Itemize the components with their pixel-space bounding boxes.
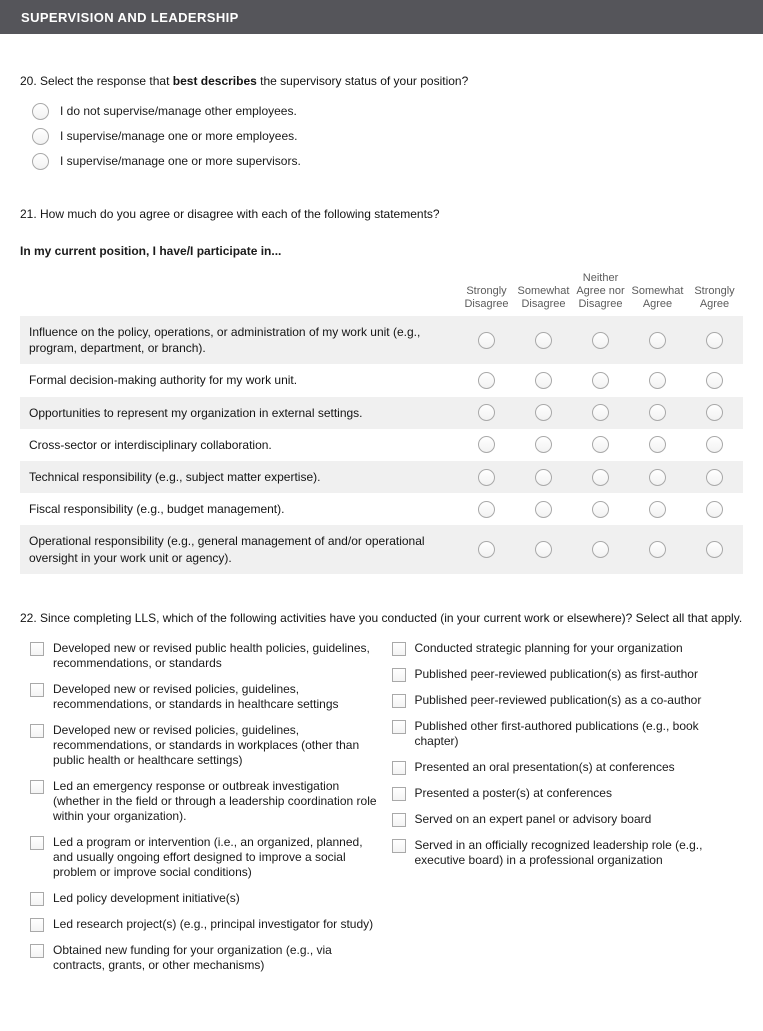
matrix-cell	[458, 332, 515, 349]
checkbox-label[interactable]: Led research project(s) (e.g., principal investigator for study)	[53, 917, 374, 932]
matrix-radio-button[interactable]	[478, 372, 495, 389]
checkbox-option[interactable]	[392, 786, 744, 801]
matrix-radio-button[interactable]	[535, 541, 552, 558]
matrix-cell	[515, 469, 572, 486]
matrix-cell	[686, 501, 743, 518]
matrix-cell	[686, 469, 743, 486]
checkbox[interactable]	[392, 694, 406, 708]
radio-option-label[interactable]: I do not supervise/manage other employees.	[60, 104, 297, 119]
checkbox-label[interactable]: Developed new or revised policies, guidelines, recommendations, or standards in workplaces (other than public health or healthcare settings)	[53, 723, 360, 768]
checkbox[interactable]	[392, 668, 406, 682]
matrix-cell	[629, 404, 686, 421]
matrix-cell	[458, 404, 515, 421]
matrix-cell	[572, 404, 629, 421]
matrix-cell	[629, 501, 686, 518]
matrix-radio-button[interactable]	[649, 404, 666, 421]
checkbox-label[interactable]: Served in an officially recognized leadership role (e.g., executive board) in a professional organization	[414, 838, 703, 868]
matrix-radio-button[interactable]	[535, 332, 552, 349]
question-22-options	[30, 641, 743, 984]
matrix-radio-button[interactable]	[592, 469, 609, 486]
matrix-cell	[458, 501, 515, 518]
checkbox-option[interactable]	[30, 917, 382, 932]
matrix-cell	[572, 332, 629, 349]
matrix-header-row	[20, 272, 743, 316]
checkbox-option[interactable]	[30, 835, 382, 880]
matrix-radio-button[interactable]	[535, 372, 552, 389]
checkbox-option[interactable]	[392, 760, 744, 775]
checkbox[interactable]	[30, 892, 44, 906]
matrix-radio-button[interactable]	[706, 372, 723, 389]
matrix-header-spacer	[20, 295, 458, 311]
checkbox-label[interactable]: Presented an oral presentation(s) at conferences	[414, 760, 675, 775]
matrix-radio-button[interactable]	[535, 436, 552, 453]
matrix-radio-button[interactable]	[706, 501, 723, 518]
checkbox-column-left	[30, 641, 382, 984]
matrix-cell	[515, 541, 572, 558]
checkbox[interactable]	[30, 724, 44, 738]
matrix-row	[20, 316, 743, 364]
checkbox[interactable]	[392, 839, 406, 853]
question-21-subtext: In my current position, I have/I participate in...	[20, 244, 282, 259]
matrix-cell	[458, 541, 515, 558]
question-21-text: 21. How much do you agree or disagree with each of the following statements?	[20, 206, 440, 221]
checkbox[interactable]	[30, 918, 44, 932]
matrix-radio-button[interactable]	[478, 541, 495, 558]
question-21	[20, 207, 743, 574]
checkbox-option[interactable]	[30, 779, 382, 824]
checkbox-label[interactable]: Served on an expert panel or advisory board	[414, 812, 652, 827]
matrix-radio-button[interactable]	[592, 372, 609, 389]
matrix-cell	[572, 469, 629, 486]
checkbox-label[interactable]: Developed new or revised public health policies, guidelines, recommendations, or standards	[53, 641, 370, 671]
checkbox-label[interactable]: Published peer-reviewed publication(s) as first-author	[414, 667, 698, 682]
checkbox-option[interactable]	[30, 943, 382, 973]
matrix-cell	[458, 469, 515, 486]
question-20-text-suffix: the supervisory status of your position?	[256, 74, 469, 88]
matrix-row-label: Influence on the policy, operations, or administration of my work unit (e.g., program, department, or branch).	[29, 325, 421, 356]
matrix-row	[20, 364, 743, 396]
matrix-cell	[686, 332, 743, 349]
matrix-cell	[572, 541, 629, 558]
matrix-cell	[686, 541, 743, 558]
matrix-radio-button[interactable]	[649, 469, 666, 486]
radio-button[interactable]	[32, 153, 49, 170]
matrix-row-label: Formal decision-making authority for my work unit.	[29, 373, 298, 388]
checkbox-label[interactable]: Conducted strategic planning for your organization	[414, 641, 683, 656]
matrix-cell	[686, 404, 743, 421]
matrix-cell	[572, 436, 629, 453]
question-20-text-bold: best describes	[172, 74, 257, 88]
matrix-radio-button[interactable]	[478, 469, 495, 486]
matrix-radio-button[interactable]	[592, 541, 609, 558]
radio-option-label[interactable]: I supervise/manage one or more employees.	[60, 129, 298, 144]
radio-option[interactable]	[32, 128, 743, 145]
checkbox[interactable]	[30, 642, 44, 656]
checkbox[interactable]	[392, 642, 406, 656]
matrix-radio-button[interactable]	[592, 436, 609, 453]
matrix-column-header: Somewhat Disagree	[517, 285, 570, 311]
question-20	[20, 74, 743, 170]
question-20-text	[20, 74, 743, 90]
matrix-row-label: Cross-sector or interdisciplinary collaboration.	[29, 437, 272, 452]
checkbox-option[interactable]	[30, 641, 382, 671]
checkbox[interactable]	[30, 836, 44, 850]
matrix-cell	[686, 372, 743, 389]
matrix-cell	[515, 332, 572, 349]
checkbox-label[interactable]: Led policy development initiative(s)	[53, 891, 240, 906]
checkbox[interactable]	[392, 720, 406, 734]
matrix-radio-button[interactable]	[592, 332, 609, 349]
matrix-row	[20, 429, 743, 461]
question-22-text: 22. Since completing LLS, which of the following activities have you conducted (in your current work or elsewhere)? Select all that apply.	[20, 610, 743, 625]
checkbox-label[interactable]: Led a program or intervention (i.e., an organized, planned, and usually ongoing effort designed to improve a social problem or improve social conditions)	[53, 835, 363, 880]
matrix-row-label: Opportunities to represent my organization in external settings.	[29, 405, 363, 420]
radio-option-label[interactable]: I supervise/manage one or more supervisors.	[60, 154, 301, 169]
matrix-cell	[629, 469, 686, 486]
question-20-text-prefix: 20. Select the response that	[20, 74, 173, 88]
matrix-cell	[515, 404, 572, 421]
checkbox-option[interactable]	[392, 812, 744, 827]
checkbox-label[interactable]: Developed new or revised policies, guidelines, recommendations, or standards in healthcare settings	[53, 682, 339, 712]
matrix-cell	[458, 372, 515, 389]
matrix-radio-button[interactable]	[535, 404, 552, 421]
radio-button[interactable]	[32, 128, 49, 145]
checkbox-column-right	[392, 641, 744, 984]
matrix-radio-button[interactable]	[592, 404, 609, 421]
checkbox[interactable]	[392, 787, 406, 801]
checkbox-label[interactable]: Published peer-reviewed publication(s) as a co-author	[414, 693, 702, 708]
matrix-cell	[458, 436, 515, 453]
matrix-radio-button[interactable]	[535, 469, 552, 486]
survey-content	[0, 34, 763, 1031]
matrix-table	[20, 272, 743, 574]
matrix-column-header: Somewhat Agree	[631, 285, 684, 311]
matrix-cell	[629, 541, 686, 558]
matrix-cell	[515, 372, 572, 389]
matrix-radio-button[interactable]	[706, 332, 723, 349]
checkbox[interactable]	[30, 780, 44, 794]
matrix-radio-button[interactable]	[478, 404, 495, 421]
matrix-radio-button[interactable]	[535, 501, 552, 518]
matrix-radio-button[interactable]	[592, 501, 609, 518]
matrix-row	[20, 493, 743, 525]
matrix-column-header: Strongly Agree	[694, 285, 735, 311]
radio-button[interactable]	[32, 103, 49, 120]
checkbox[interactable]	[392, 761, 406, 775]
matrix-radio-button[interactable]	[649, 372, 666, 389]
matrix-radio-button[interactable]	[649, 436, 666, 453]
checkbox-option[interactable]	[30, 682, 382, 712]
checkbox-option[interactable]	[392, 641, 744, 656]
matrix-radio-button[interactable]	[706, 436, 723, 453]
checkbox[interactable]	[30, 683, 44, 697]
matrix-row	[20, 525, 743, 573]
matrix-row-label: Operational responsibility (e.g., general management of and/or operational oversight in your work unit or agency).	[29, 534, 425, 565]
checkbox-option[interactable]	[392, 719, 744, 749]
checkbox-label[interactable]: Led an emergency response or outbreak investigation (whether in the field or through a leadership coordination role within your organization).	[53, 779, 377, 824]
matrix-cell	[629, 332, 686, 349]
matrix-radio-button[interactable]	[478, 436, 495, 453]
question-20-options	[32, 103, 743, 170]
section-title: SUPERVISION AND LEADERSHIP	[0, 0, 763, 34]
checkbox[interactable]	[30, 944, 44, 958]
matrix-radio-button[interactable]	[649, 332, 666, 349]
matrix-cell	[572, 501, 629, 518]
checkbox-option[interactable]	[30, 723, 382, 768]
matrix-radio-button[interactable]	[649, 541, 666, 558]
question-22	[20, 611, 743, 985]
matrix-cell	[572, 372, 629, 389]
checkbox[interactable]	[392, 813, 406, 827]
checkbox-option[interactable]	[392, 667, 744, 682]
radio-option[interactable]	[32, 153, 743, 170]
checkbox-label[interactable]: Obtained new funding for your organization (e.g., via contracts, grants, or other mechanisms)	[53, 943, 332, 973]
checkbox-label[interactable]: Published other first-authored publications (e.g., book chapter)	[414, 719, 699, 749]
matrix-radio-button[interactable]	[706, 541, 723, 558]
matrix-cell	[515, 436, 572, 453]
matrix-row	[20, 461, 743, 493]
checkbox-option[interactable]	[30, 891, 382, 906]
matrix-column-header: Neither Agree nor Disagree	[576, 272, 625, 311]
matrix-radio-button[interactable]	[649, 501, 666, 518]
checkbox-label[interactable]: Presented a poster(s) at conferences	[414, 786, 612, 801]
matrix-cell	[686, 436, 743, 453]
matrix-radio-button[interactable]	[478, 501, 495, 518]
matrix-radio-button[interactable]	[478, 332, 495, 349]
matrix-row	[20, 397, 743, 429]
checkbox-option[interactable]	[392, 838, 744, 868]
matrix-cell	[629, 436, 686, 453]
matrix-cell	[629, 372, 686, 389]
radio-option[interactable]	[32, 103, 743, 120]
matrix-radio-button[interactable]	[706, 469, 723, 486]
checkbox-option[interactable]	[392, 693, 744, 708]
matrix-column-header: Strongly Disagree	[464, 285, 509, 311]
matrix-cell	[515, 501, 572, 518]
matrix-row-label: Fiscal responsibility (e.g., budget management).	[29, 502, 285, 517]
matrix-row-label: Technical responsibility (e.g., subject matter expertise).	[29, 470, 321, 485]
matrix-radio-button[interactable]	[706, 404, 723, 421]
